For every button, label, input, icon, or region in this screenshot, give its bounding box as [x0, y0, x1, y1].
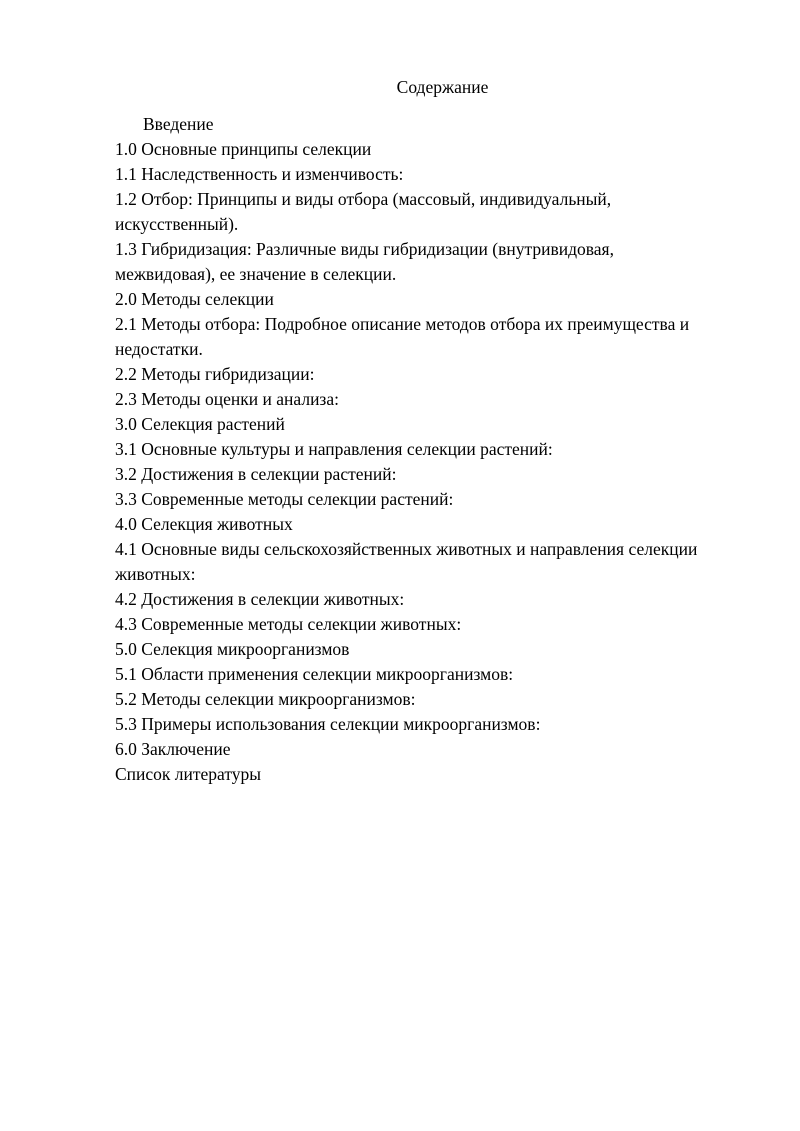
toc-entry: 1.0 Основные принципы селекции	[115, 139, 372, 159]
toc-entry: 4.2 Достижения в селекции животных:	[115, 589, 405, 609]
toc-entry: 1.2 Отбор: Принципы и виды отбора (массовый, индивидуальный,	[115, 189, 612, 209]
toc-entry: 2.1 Методы отбора: Подробное описание методов отбора их преимущества и	[115, 314, 690, 334]
toc-entry-continuation: недостатки.	[115, 339, 203, 359]
toc-entry: 3.0 Селекция растений	[115, 414, 285, 434]
toc-entry: 3.2 Достижения в селекции растений:	[115, 464, 397, 484]
toc-entry-continuation: животных:	[115, 564, 196, 584]
toc-entry: 2.3 Методы оценки и анализа:	[115, 389, 339, 409]
toc-entry-continuation: искусственный).	[115, 214, 239, 234]
toc-entry: 2.0 Методы селекции	[115, 289, 274, 309]
toc-entry: 5.2 Методы селекции микроорганизмов:	[115, 689, 416, 709]
toc-entry: 1.3 Гибридизация: Различные виды гибридизации (внутривидовая,	[115, 239, 614, 259]
table-of-contents	[115, 112, 755, 787]
toc-entry: 5.3 Примеры использования селекции микроорганизмов:	[115, 714, 541, 734]
toc-entry: 5.1 Области применения селекции микроорганизмов:	[115, 664, 514, 684]
toc-entry-introduction: Введение	[143, 114, 214, 134]
toc-entry: 1.1 Наследственность и изменчивость:	[115, 164, 404, 184]
toc-entry-conclusion: 6.0 Заключение	[115, 739, 231, 759]
toc-entry: 3.3 Современные методы селекции растений:	[115, 489, 454, 509]
toc-entry: 3.1 Основные культуры и направления селекции растений:	[115, 439, 553, 459]
toc-entry: 4.0 Селекция животных	[115, 514, 293, 534]
toc-title: Содержание	[396, 77, 489, 97]
toc-entry: 4.3 Современные методы селекции животных:	[115, 614, 462, 634]
toc-entry: 5.0 Селекция микроорганизмов	[115, 639, 350, 659]
toc-entry-references: Список литературы	[115, 764, 262, 784]
toc-entry: 2.2 Методы гибридизации:	[115, 364, 315, 384]
toc-entry: 4.1 Основные виды сельскохозяйственных животных и направления селекции	[115, 539, 698, 559]
toc-entry-continuation: межвидовая), ее значение в селекции.	[115, 264, 397, 284]
